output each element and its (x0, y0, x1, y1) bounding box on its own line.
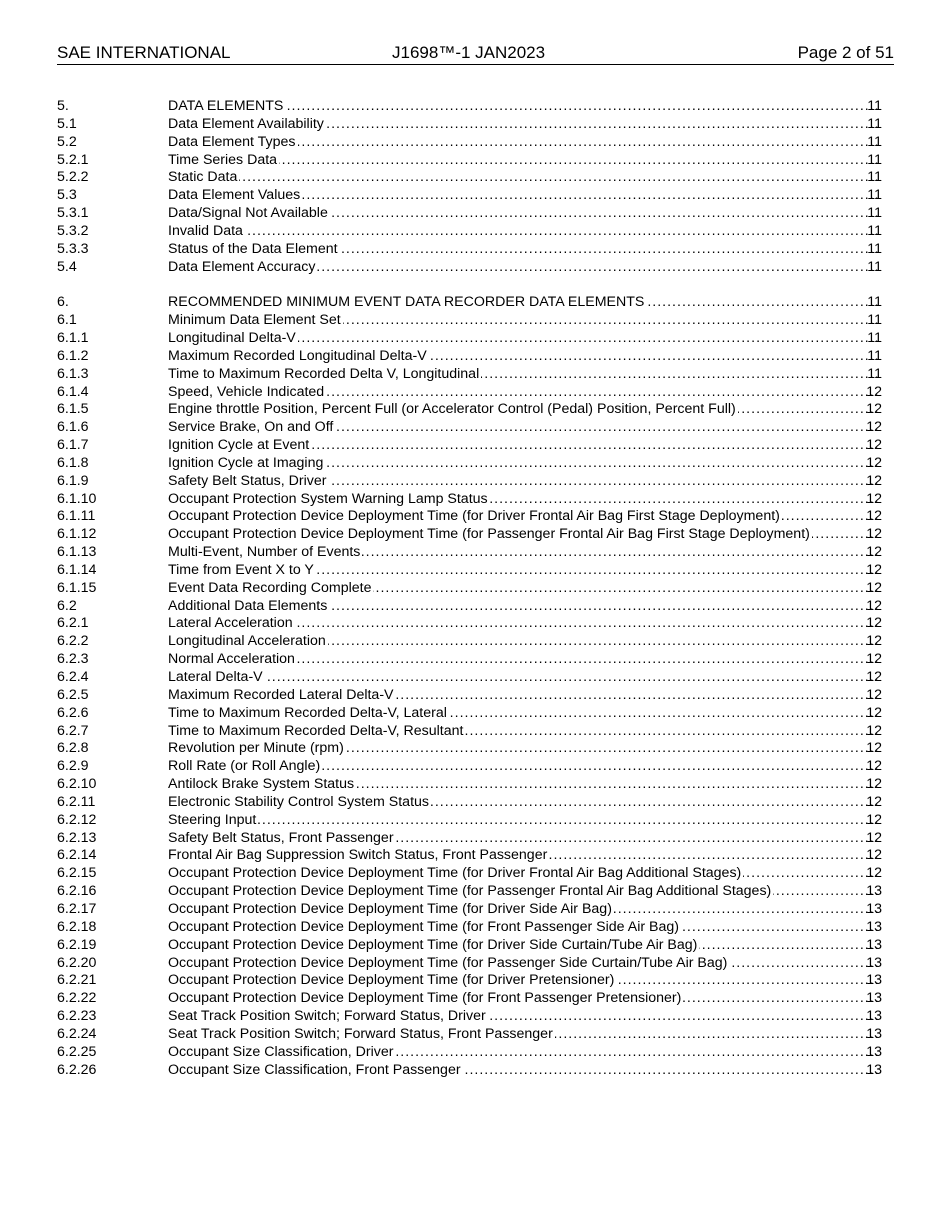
toc-section-number: 6.1.13 (57, 544, 97, 561)
toc-entry[interactable] (57, 972, 899, 990)
toc-page-number: 13 (866, 954, 882, 971)
toc-title-leader (168, 312, 881, 330)
toc-entry[interactable] (57, 116, 899, 134)
toc-section-number: 6.2.15 (57, 865, 97, 882)
toc-page-number: 12 (866, 454, 882, 471)
toc-entry[interactable] (57, 294, 899, 312)
toc-title-leader (168, 544, 881, 562)
toc-title: Invalid Data (168, 222, 243, 239)
toc-page-number: 11 (867, 347, 882, 364)
toc-title: Time to Maximum Recorded Delta-V, Lateral (168, 704, 447, 721)
toc-page-number: 12 (866, 686, 882, 703)
toc-section-number: 6. (57, 294, 69, 311)
toc-title: Frontal Air Bag Suppression Switch Status, Front Passenger (168, 847, 548, 864)
toc-page-number: 13 (866, 883, 882, 900)
toc-title: Data Element Availability (168, 115, 324, 132)
toc-title-leader (168, 134, 881, 152)
toc-title-leader (168, 241, 881, 259)
toc-title: Antilock Brake System Status (168, 776, 355, 793)
toc-title: Occupant Protection Device Deployment Time (for Passenger Frontal Air Bag Additional Stages) (168, 883, 772, 900)
toc-title-leader (168, 812, 881, 830)
toc-section-number: 5.1 (57, 115, 77, 132)
toc-page-number: 11 (867, 115, 882, 132)
toc-title: Roll Rate (or Roll Angle) (168, 758, 321, 775)
toc-title: Time to Maximum Recorded Delta V, Longitudinal (168, 365, 480, 382)
toc-section-number: 5.3 (57, 187, 77, 204)
toc-section-number: 6.2.19 (57, 936, 97, 953)
toc-title-leader (168, 1008, 881, 1026)
toc-entry[interactable] (57, 937, 899, 955)
toc-title: Ignition Cycle at Imaging (168, 454, 324, 471)
toc-page-number: 12 (866, 704, 882, 721)
toc-title-leader (168, 830, 881, 848)
toc-page-number: 12 (866, 401, 882, 418)
toc-section-number: 6.2.5 (57, 686, 89, 703)
toc-section-number: 6.1.10 (57, 490, 97, 507)
toc-page-number: 11 (867, 240, 882, 257)
toc-title-leader (168, 758, 881, 776)
toc-entry[interactable] (57, 598, 899, 616)
toc-title: Seat Track Position Switch; Forward Status, Driver (168, 1008, 486, 1025)
header-page-number: Page 2 of 51 (797, 43, 894, 62)
toc-entry[interactable] (57, 830, 899, 848)
toc-entry[interactable] (57, 312, 899, 330)
toc-title: Occupant Protection Device Deployment Time (for Driver Pretensioner) (168, 972, 615, 989)
toc-title: Longitudinal Acceleration (168, 633, 326, 650)
toc-title-leader (168, 348, 881, 366)
toc-title-leader (168, 98, 881, 116)
toc-section-number: 6.2.7 (57, 722, 89, 739)
toc-section-number: 6.1.8 (57, 454, 89, 471)
toc-title-leader (168, 384, 881, 402)
toc-page-number: 11 (867, 169, 882, 186)
toc-page-number: 13 (866, 1043, 882, 1060)
toc-title-leader (168, 419, 881, 437)
toc-title-leader (168, 847, 881, 865)
toc-title-leader (168, 259, 881, 277)
toc-section-number: 6.2.22 (57, 990, 97, 1007)
toc-title-leader (168, 883, 881, 901)
toc-section-number: 6.1.5 (57, 401, 89, 418)
toc-title-leader (168, 187, 881, 205)
toc-title: Longitudinal Delta-V (168, 329, 296, 346)
toc-title-leader (168, 633, 881, 651)
toc-section-number: 6.1.9 (57, 472, 89, 489)
toc-entry[interactable] (57, 758, 899, 776)
toc-entry[interactable] (57, 615, 899, 633)
toc-entry[interactable] (57, 401, 899, 419)
toc-entry[interactable] (57, 330, 899, 348)
toc-title: Occupant Protection Device Deployment Time (for Passenger Frontal Air Bag First Stage Deployment) (168, 526, 810, 543)
toc-page-number: 13 (866, 1025, 882, 1042)
toc-title-leader (168, 330, 881, 348)
toc-page-number: 11 (867, 258, 882, 275)
toc-title-leader (168, 562, 881, 580)
toc-title-leader (168, 723, 881, 741)
toc-entry[interactable] (57, 919, 899, 937)
toc-title-leader (168, 205, 881, 223)
toc-title: Electronic Stability Control System Status (168, 793, 429, 810)
toc-title: Occupant Protection Device Deployment Time (for Driver Frontal Air Bag Additional Stages) (168, 865, 742, 882)
toc-title-leader (168, 865, 881, 883)
toc-section-number: 6.2.13 (57, 829, 97, 846)
toc-title: Time from Event X to Y (168, 561, 314, 578)
toc-section-number: 5.2 (57, 133, 77, 150)
toc-entry[interactable] (57, 223, 899, 241)
toc-title: RECOMMENDED MINIMUM EVENT DATA RECORDER DATA ELEMENTS (168, 294, 645, 311)
toc-title: Static Data (168, 169, 238, 186)
toc-title-leader (168, 401, 881, 419)
toc-title: Lateral Acceleration (168, 615, 293, 632)
toc-title-leader (168, 687, 881, 705)
toc-title-leader (168, 669, 881, 687)
toc-entry[interactable] (57, 152, 899, 170)
toc-title: Data/Signal Not Available (168, 205, 328, 222)
toc-page-number: 12 (866, 758, 882, 775)
toc-entry[interactable] (57, 491, 899, 509)
toc-entry[interactable] (57, 241, 899, 259)
toc-page-number: 12 (866, 847, 882, 864)
toc-page-number: 12 (866, 776, 882, 793)
toc-entry[interactable] (57, 705, 899, 723)
toc-section-number: 6.2.9 (57, 758, 89, 775)
toc-page-number: 13 (866, 1008, 882, 1025)
toc-title: Normal Acceleration (168, 651, 295, 668)
toc-section-number: 6.2.8 (57, 740, 89, 757)
toc-entry[interactable] (57, 526, 899, 544)
toc-title: Additional Data Elements (168, 597, 328, 614)
toc-page-number: 12 (866, 544, 882, 561)
table-of-contents (57, 98, 899, 1079)
toc-section-number: 6.1.4 (57, 383, 89, 400)
header-organization: SAE INTERNATIONAL (57, 43, 231, 62)
page-header (57, 42, 894, 65)
toc-title: Time Series Data (168, 151, 278, 168)
header-document-id: J1698™-1 JAN2023 (392, 43, 546, 62)
toc-entry[interactable] (57, 205, 899, 223)
toc-page-number: 12 (866, 669, 882, 685)
toc-page-number: 12 (866, 490, 882, 507)
toc-title-leader (168, 705, 881, 723)
toc-entry[interactable] (57, 473, 899, 491)
toc-section-number: 6.1.1 (57, 329, 89, 346)
toc-title-leader (168, 294, 881, 312)
toc-page-number: 12 (866, 383, 882, 400)
toc-page-number: 11 (867, 205, 882, 222)
toc-section-number: 6.2.17 (57, 900, 97, 917)
toc-title: Engine throttle Position, Percent Full (or Accelerator Control (Pedal) Position, Percent Full) (168, 401, 736, 418)
toc-title-leader (168, 169, 881, 187)
toc-page-number: 13 (866, 900, 882, 917)
toc-title-leader (168, 972, 881, 990)
toc-title-leader (168, 223, 881, 241)
toc-section-number: 6.2.18 (57, 918, 97, 935)
toc-page-number: 11 (867, 151, 882, 168)
toc-section-number: 6.1.6 (57, 419, 89, 436)
toc-title-leader (168, 615, 881, 633)
toc-entry[interactable] (57, 437, 899, 455)
toc-entry[interactable] (57, 1026, 899, 1044)
toc-page-number: 12 (866, 579, 882, 596)
toc-section-number: 6.1.3 (57, 365, 89, 382)
toc-section-number: 5. (57, 98, 69, 114)
toc-page-number: 11 (867, 133, 882, 150)
toc-title: Event Data Recording Complete (168, 579, 372, 596)
toc-title: Safety Belt Status, Driver (168, 472, 327, 489)
toc-section-number: 6.1 (57, 312, 77, 329)
toc-title: Data Element Accuracy (168, 258, 316, 275)
toc-title: Steering Input (168, 811, 257, 828)
toc-title-leader (168, 794, 881, 812)
toc-entry[interactable] (57, 740, 899, 758)
toc-title: Occupant Protection System Warning Lamp Status (168, 490, 488, 507)
toc-page-number: 11 (867, 329, 882, 346)
toc-page-number: 11 (867, 312, 882, 329)
toc-section-number: 6.2.10 (57, 776, 97, 793)
toc-section-number: 6.2.12 (57, 811, 97, 828)
toc-page-number: 12 (866, 437, 882, 454)
toc-page-number: 11 (867, 365, 882, 382)
toc-page-number: 13 (866, 918, 882, 935)
toc-entry[interactable] (57, 1062, 899, 1080)
toc-page-number: 13 (866, 990, 882, 1007)
toc-section-number: 6.2.25 (57, 1043, 97, 1060)
toc-entry[interactable] (57, 865, 899, 883)
toc-title-leader (168, 437, 881, 455)
toc-title: Occupant Size Classification, Front Passenger (168, 1061, 461, 1078)
toc-entry[interactable] (57, 348, 899, 366)
toc-title: Occupant Size Classification, Driver (168, 1043, 394, 1060)
toc-entry[interactable] (57, 651, 899, 669)
toc-page-number: 11 (867, 98, 882, 114)
toc-section-number: 6.2.11 (57, 793, 96, 810)
toc-entry[interactable] (57, 687, 899, 705)
toc-section-number: 5.3.3 (57, 240, 89, 257)
toc-section-number: 5.2.2 (57, 169, 89, 186)
toc-title: Occupant Protection Device Deployment Time (for Driver Side Air Bag) (168, 900, 612, 917)
toc-section-number: 6.2.23 (57, 1008, 97, 1025)
toc-page-number: 12 (866, 865, 882, 882)
toc-entry[interactable] (57, 366, 899, 384)
toc-entry[interactable] (57, 134, 899, 152)
toc-title-leader (168, 580, 881, 598)
toc-title: Data Element Values (168, 187, 301, 204)
toc-title-leader (168, 901, 881, 919)
toc-title: DATA ELEMENTS (168, 98, 284, 114)
toc-page-number: 12 (866, 722, 882, 739)
toc-title: Ignition Cycle at Event (168, 437, 310, 454)
toc-title-leader (168, 455, 881, 473)
toc-title: Lateral Delta-V (168, 669, 263, 685)
toc-title-leader (168, 919, 881, 937)
toc-section-number: 5.3.2 (57, 222, 89, 239)
toc-section-number: 6.1.11 (57, 508, 96, 525)
toc-title: Time to Maximum Recorded Delta-V, Resultant (168, 722, 464, 739)
toc-title-leader (168, 776, 881, 794)
toc-entry[interactable] (57, 544, 899, 562)
toc-page-number: 13 (866, 936, 882, 953)
toc-title-leader (168, 598, 881, 616)
toc-entry[interactable] (57, 669, 899, 687)
toc-entry[interactable] (57, 955, 899, 973)
toc-section-number: 6.2.3 (57, 651, 89, 668)
toc-section-number: 6.2.24 (57, 1025, 97, 1042)
toc-title-leader (168, 937, 881, 955)
toc-entry[interactable] (57, 98, 899, 116)
toc-page-number: 12 (866, 651, 882, 668)
toc-title: Occupant Protection Device Deployment Time (for Passenger Side Curtain/Tube Air Bag) (168, 954, 728, 971)
toc-page-number: 12 (866, 508, 882, 525)
toc-title: Safety Belt Status, Front Passenger (168, 829, 394, 846)
toc-entry[interactable] (57, 776, 899, 794)
toc-title: Minimum Data Element Set (168, 312, 341, 329)
toc-section-number: 5.3.1 (57, 205, 89, 222)
toc-title: Revolution per Minute (rpm) (168, 740, 344, 757)
toc-title-leader (168, 1026, 881, 1044)
toc-page-number: 12 (866, 633, 882, 650)
toc-entry[interactable] (57, 1044, 899, 1062)
toc-entry[interactable] (57, 812, 899, 830)
toc-section-number: 6.2.26 (57, 1061, 97, 1078)
toc-entry[interactable] (57, 1008, 899, 1026)
toc-section-number: 6.1.12 (57, 526, 97, 543)
toc-title: Maximum Recorded Longitudinal Delta-V (168, 347, 427, 364)
toc-page-number: 12 (866, 526, 882, 543)
toc-title-leader (168, 740, 881, 758)
toc-page-number: 12 (866, 615, 882, 632)
toc-title: Speed, Vehicle Indicated (168, 383, 325, 400)
toc-title-leader (168, 1044, 881, 1062)
toc-entry[interactable] (57, 990, 899, 1008)
toc-entry[interactable] (57, 187, 899, 205)
toc-page-number: 12 (866, 811, 882, 828)
toc-entry[interactable] (57, 455, 899, 473)
toc-section-number: 6.2.20 (57, 954, 97, 971)
toc-title: Data Element Types (168, 133, 296, 150)
toc-title-leader (168, 526, 881, 544)
toc-section-number: 6.2.1 (57, 615, 89, 632)
toc-title-leader (168, 955, 881, 973)
toc-title-leader (168, 508, 881, 526)
toc-entry[interactable] (57, 259, 899, 277)
toc-section-number: 6.2.14 (57, 847, 97, 864)
toc-section-number: 6.2.16 (57, 883, 97, 900)
toc-page-number: 12 (866, 829, 882, 846)
toc-title: Occupant Protection Device Deployment Time (for Front Passenger Side Air Bag) (168, 918, 679, 935)
toc-entry[interactable] (57, 794, 899, 812)
toc-entry[interactable] (57, 847, 899, 865)
toc-entry[interactable] (57, 562, 899, 580)
toc-title: Occupant Protection Device Deployment Time (for Front Passenger Pretensioner) (168, 990, 682, 1007)
toc-title: Service Brake, On and Off (168, 419, 334, 436)
toc-section-number: 6.2.4 (57, 669, 89, 685)
toc-section-number: 6.2 (57, 597, 77, 614)
toc-entry[interactable] (57, 169, 899, 187)
toc-section-number: 6.2.2 (57, 633, 89, 650)
toc-title-leader (168, 473, 881, 491)
toc-section-number: 6.1.15 (57, 579, 97, 596)
toc-section-number: 6.1.7 (57, 437, 89, 454)
toc-title-leader (168, 651, 881, 669)
toc-section-number: 6.2.21 (57, 972, 97, 989)
toc-page-number: 11 (867, 187, 882, 204)
toc-title-leader (168, 152, 881, 170)
toc-title-leader (168, 366, 881, 384)
toc-section-number: 6.2.6 (57, 704, 89, 721)
toc-entry[interactable] (57, 580, 899, 598)
toc-title-leader (168, 491, 881, 509)
toc-title: Occupant Protection Device Deployment Time (for Driver Side Curtain/Tube Air Bag) (168, 936, 698, 953)
toc-title-leader (168, 990, 881, 1008)
toc-page-number: 11 (867, 294, 882, 311)
toc-page-number: 12 (866, 472, 882, 489)
toc-entry[interactable] (57, 384, 899, 402)
toc-entry[interactable] (57, 508, 899, 526)
toc-page-number: 12 (866, 419, 882, 436)
toc-page-number: 12 (866, 793, 882, 810)
toc-section-number: 5.4 (57, 258, 77, 275)
toc-page-number: 11 (867, 222, 882, 239)
toc-title: Multi-Event, Number of Events (168, 544, 361, 561)
toc-entry[interactable] (57, 723, 899, 741)
toc-title: Seat Track Position Switch; Forward Status, Front Passenger (168, 1025, 553, 1042)
toc-entry[interactable] (57, 633, 899, 651)
toc-entry[interactable] (57, 883, 899, 901)
toc-page-number: 12 (866, 740, 882, 757)
toc-entry[interactable] (57, 901, 899, 919)
toc-section-number: 6.1.14 (57, 561, 97, 578)
toc-section-number: 5.2.1 (57, 151, 89, 168)
toc-entry[interactable] (57, 419, 899, 437)
toc-section-number: 6.1.2 (57, 347, 89, 364)
toc-page-number: 12 (866, 597, 882, 614)
toc-page-number: 13 (866, 1061, 882, 1078)
toc-title-leader (168, 1062, 881, 1080)
toc-title: Status of the Data Element (168, 240, 338, 257)
toc-page-number: 12 (866, 561, 882, 578)
toc-page-number: 13 (866, 972, 882, 989)
toc-title: Occupant Protection Device Deployment Time (for Driver Frontal Air Bag First Stage Deployment) (168, 508, 780, 525)
toc-title-leader (168, 116, 881, 134)
toc-title: Maximum Recorded Lateral Delta-V (168, 686, 394, 703)
